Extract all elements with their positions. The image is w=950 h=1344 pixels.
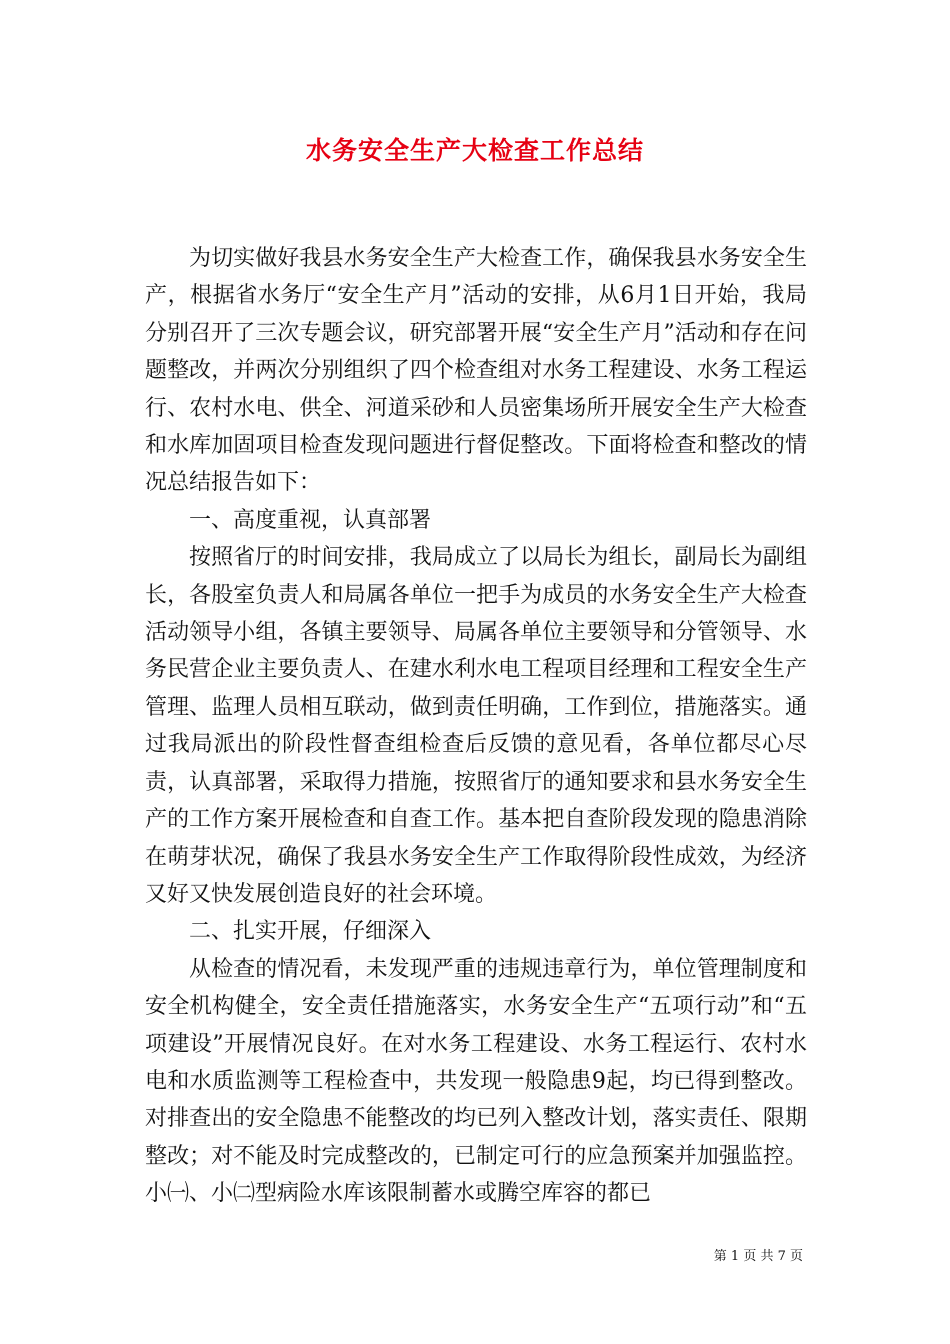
- page-number: 第 1 页 共 7 页: [713, 1249, 803, 1264]
- paragraph-section-1: 按照省厅的时间安排，我局成立了以局长为组长，副局长为副组长，各股室负责人和局属各单位一把手为成员的水务安全生产大检查活动领导小组，各镇主要领导、局属各单位主要领导和分管领导、水务民营企业主要负责人、在建水利水电工程项目经理和工程安全生产管理、监理人员相互联动，做到责任明确，工作到位，措施落实。通过我局派出的阶段性督查组检查后反馈的意见看，各单位都尽心尽责，认真部署，采取得力措施，按照省厅的通知要求和县水务安全生产的工作方案开展检查和自查工作。基本把自查阶段发现的隐患消除在萌芽状况，确保了我县水务安全生产工作取得阶段性成效，为经济又好又快发展创造良好的社会环境。: [145, 545, 807, 907]
- section-heading-1: 一、高度重视，认真部署: [189, 507, 432, 533]
- section-heading-2: 二、扎实开展，仔细深入: [189, 919, 432, 945]
- document-body: [145, 240, 807, 1213]
- document-title: 水务安全生产大检查工作总结: [305, 136, 644, 165]
- paragraph-intro: 为切实做好我县水务安全生产大检查工作，确保我县水务安全生产，根据省水务厅“安全生产月”活动的安排，从6月1日开始，我局分别召开了三次专题会议，研究部署开展“安全生产月”活动和存在问题整改，并两次分别组织了四个检查组对水务工程建设、水务工程运行、农村水电、供全、河道采砂和人员密集场所开展安全生产大检查和水库加固项目检查发现问题进行督促整改。下面将检查和整改的情况总结报告如下：: [145, 246, 807, 496]
- paragraph-section-2: 从检查的情况看，未发现严重的违规违章行为，单位管理制度和安全机构健全，安全责任措施落实，水务安全生产“五项行动”和“五项建设”开展情况良好。在对水务工程建设、水务工程运行、农村水电和水质监测等工程检查中，共发现一般隐患9起，均已得到整改。对排查出的安全隐患不能整改的均已列入整改计划，落实责任、限期整改；对不能及时完成整改的，已制定可行的应急预案并加强监控。小㈠、小㈡型病险水库该限制蓄水或腾空库容的都已: [145, 956, 807, 1207]
